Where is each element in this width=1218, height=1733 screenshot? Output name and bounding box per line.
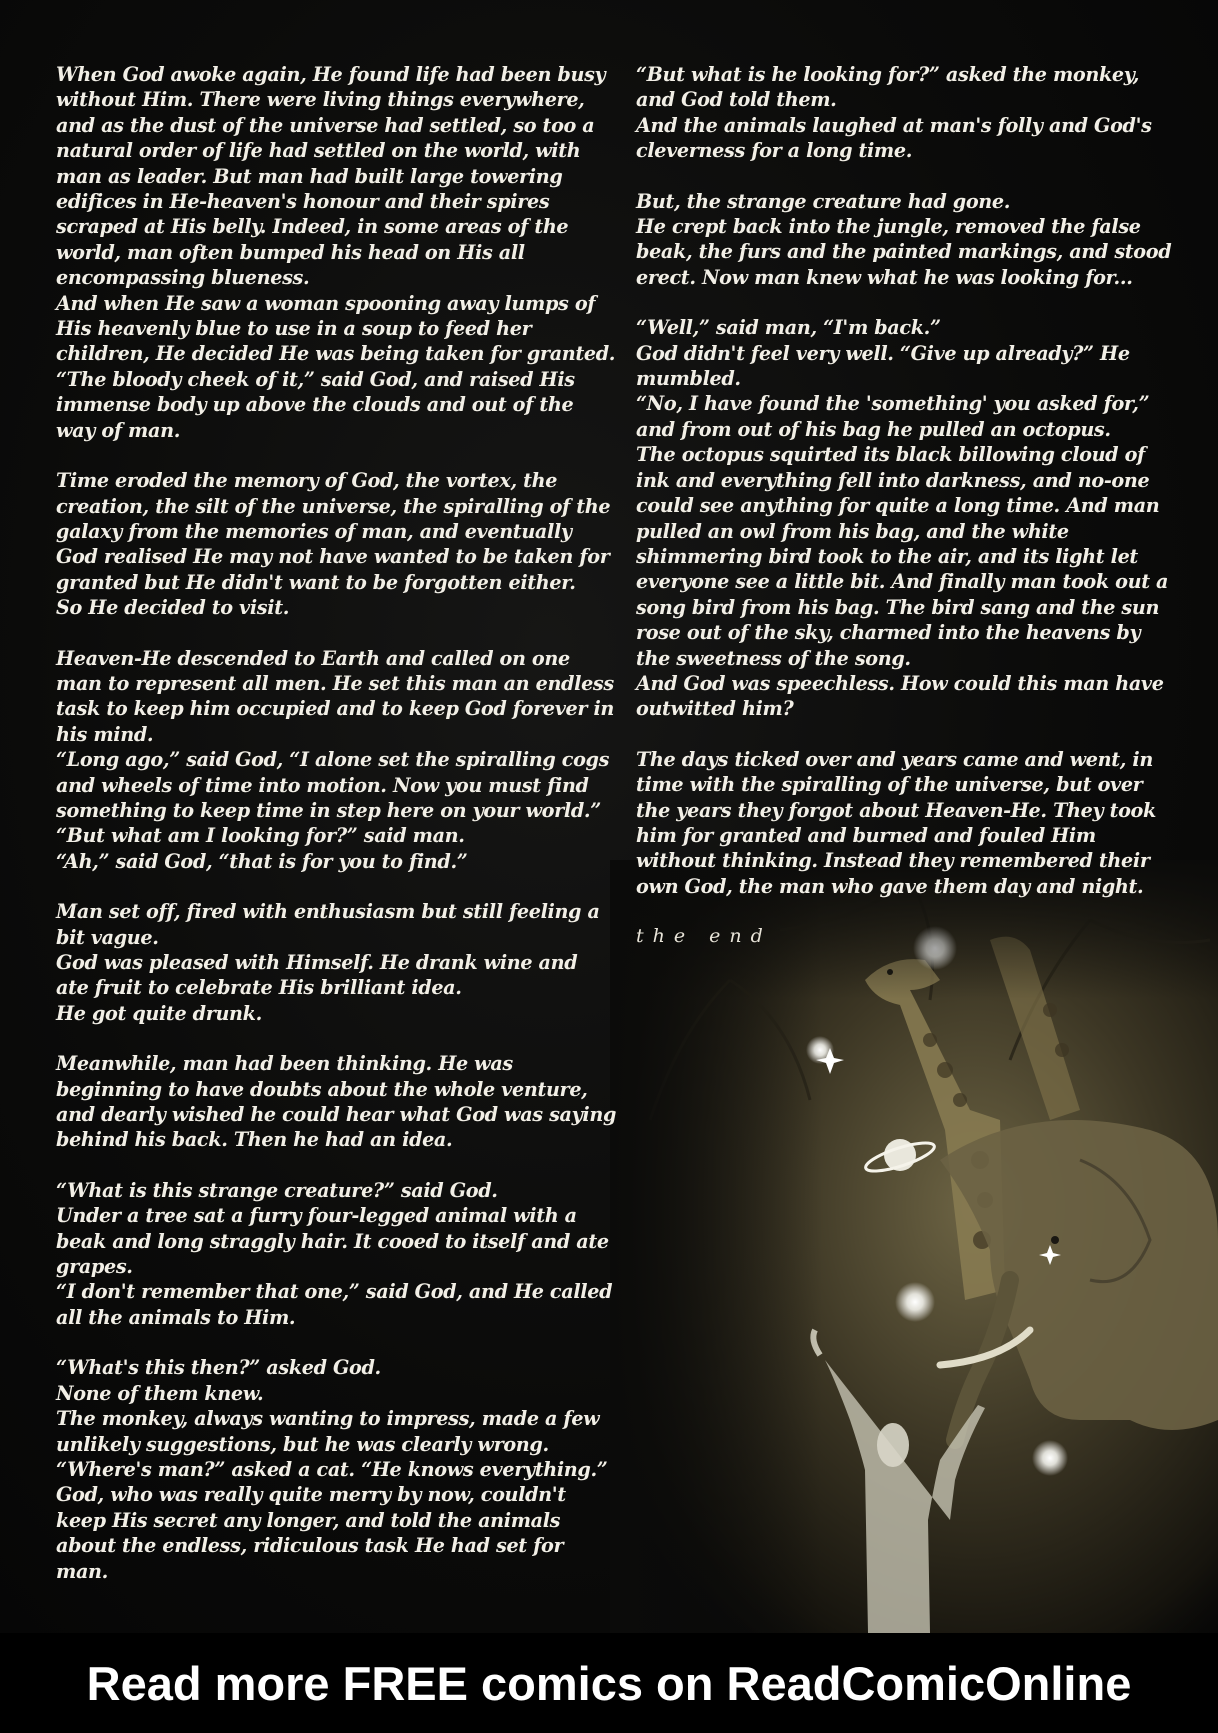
text-line: None of them knew. xyxy=(56,1381,264,1405)
illustration-svg xyxy=(610,860,1218,1633)
text-line: Under a tree sat a furry four-legged animal with a beak and long straggly hair. It cooed to itself and ate grapes. xyxy=(56,1204,609,1279)
text-line: God, who was really quite merry by now, couldn't keep His secret any longer, and told the animals about the endless, ridiculous task He had set for man. xyxy=(56,1483,566,1583)
paragraph xyxy=(636,747,1176,899)
banner-text[interactable]: Read more FREE comics on ReadComicOnline xyxy=(86,1656,1132,1710)
text-line: But, the strange creature had gone. xyxy=(636,189,1011,213)
text-line: “Well,” said man, “I'm back.” xyxy=(636,316,941,340)
paragraph xyxy=(56,62,616,443)
text-line: “Ah,” said God, “that is for you to find.” xyxy=(56,849,468,873)
text-line: So He decided to visit. xyxy=(56,596,290,620)
text-line: Meanwhile, man had been thinking. He was beginning to have doubts about the whole venture, and dearly wished he could hear what God was saying behind his back. Then he had an idea. xyxy=(56,1052,617,1152)
text-line: Man set off, fired with enthusiasm but still feeling a bit vague. xyxy=(56,900,600,949)
text-line: “No, I have found the 'something' you asked for,” and from out of his bag he pulled an octopus. xyxy=(636,392,1150,441)
text-line: God was pleased with Himself. He drank wine and ate fruit to celebrate His brilliant idea. xyxy=(56,951,578,1000)
paragraph xyxy=(636,315,1176,722)
text-line: Heaven-He descended to Earth and called on one man to represent all men. He set this man an endless task to keep him occupied and to keep God forever in his mind. xyxy=(56,646,615,746)
text-line: “What's this then?” asked God. xyxy=(56,1356,381,1380)
the-end-label: the end xyxy=(636,925,772,948)
text-line: And when He saw a woman spooning away lumps of His heavenly blue to use in a soup to feed her children, He decided He was being taken for granted. xyxy=(56,291,616,366)
text-line: Time eroded the memory of God, the vortex, the creation, the silt of the universe, the spiralling of the galaxy from the memories of man, and eventually God realised He may not have wanted to be taken for granted but He didn't want to be forgotten either. xyxy=(56,469,611,594)
paragraph xyxy=(636,62,1176,164)
text-line: “Long ago,” said God, “I alone set the spiralling cogs and wheels of time into motion. Now you must find something to keep time in step here on your world.” xyxy=(56,748,610,822)
text-line: He got quite drunk. xyxy=(56,1001,262,1025)
paragraph xyxy=(56,899,616,1026)
promo-banner[interactable] xyxy=(0,1633,1218,1733)
paragraph xyxy=(56,1051,616,1153)
text-line: The monkey, always wanting to impress, made a few unlikely suggestions, but he was clearly wrong. xyxy=(56,1407,600,1456)
text-line: The days ticked over and years came and went, in time with the spiralling of the universe, but over the years they forgot about Heaven-He. They took him for granted and burned and fouled Him without thinking. Instead they remembered their own God, the man who gave them day and night. xyxy=(636,747,1156,898)
text-line: He crept back into the jungle, removed the false beak, the furs and the painted markings, and stood erect. Now man knew what he was looking for... xyxy=(636,215,1172,289)
text-line: And God was speechless. How could this man have outwitted him? xyxy=(636,671,1164,721)
text-line: “The bloody cheek of it,” said God, and raised His immense body up above the clouds and out of the way of man. xyxy=(56,367,575,442)
text-line: And the animals laughed at man's folly and God's cleverness for a long time. xyxy=(636,113,1152,163)
jungle-illustration xyxy=(610,860,1218,1633)
text-line: “Where's man?” asked a cat. “He knows everything.” xyxy=(56,1457,608,1481)
paragraph xyxy=(56,1178,616,1330)
paragraph xyxy=(56,1355,616,1584)
text-line: “What is this strange creature?” said God. xyxy=(56,1178,498,1202)
paragraph xyxy=(56,646,616,875)
text-line: God didn't feel very well. “Give up already?” He mumbled. xyxy=(636,341,1130,391)
text-line: “But what is he looking for?” asked the monkey, and God told them. xyxy=(636,63,1140,112)
text-line: “I don't remember that one,” said God, and He called all the animals to Him. xyxy=(56,1280,613,1329)
text-line: When God awoke again, He found life had been busy without Him. There were living things everywhere, and as the dust of the universe had settled, so too a natural order of life had settled on the world, with man as leader. But man had built large towering edifices in He-heaven's honour and their spires scraped at His belly. Indeed, in some areas of the world, man often bumped his head on His all encompassing blueness. xyxy=(56,63,606,290)
paragraph xyxy=(636,189,1176,291)
paragraph xyxy=(56,468,616,620)
story-column-left xyxy=(56,62,616,1609)
story-column-right xyxy=(636,62,1176,950)
text-line: The octopus squirted its black billowing cloud of ink and everything fell into darkness, and no-one could see anything for quite a long time. And man pulled an owl from his bag, and the white shimmering bird took to the air, and its light let everyone see a little bit. And finally man took out a song bird from his bag. The bird sang and the sun rose out of the sky, charmed into the heavens by the sweetness of the song. xyxy=(636,443,1169,670)
text-line: “But what am I looking for?” said man. xyxy=(56,824,465,848)
